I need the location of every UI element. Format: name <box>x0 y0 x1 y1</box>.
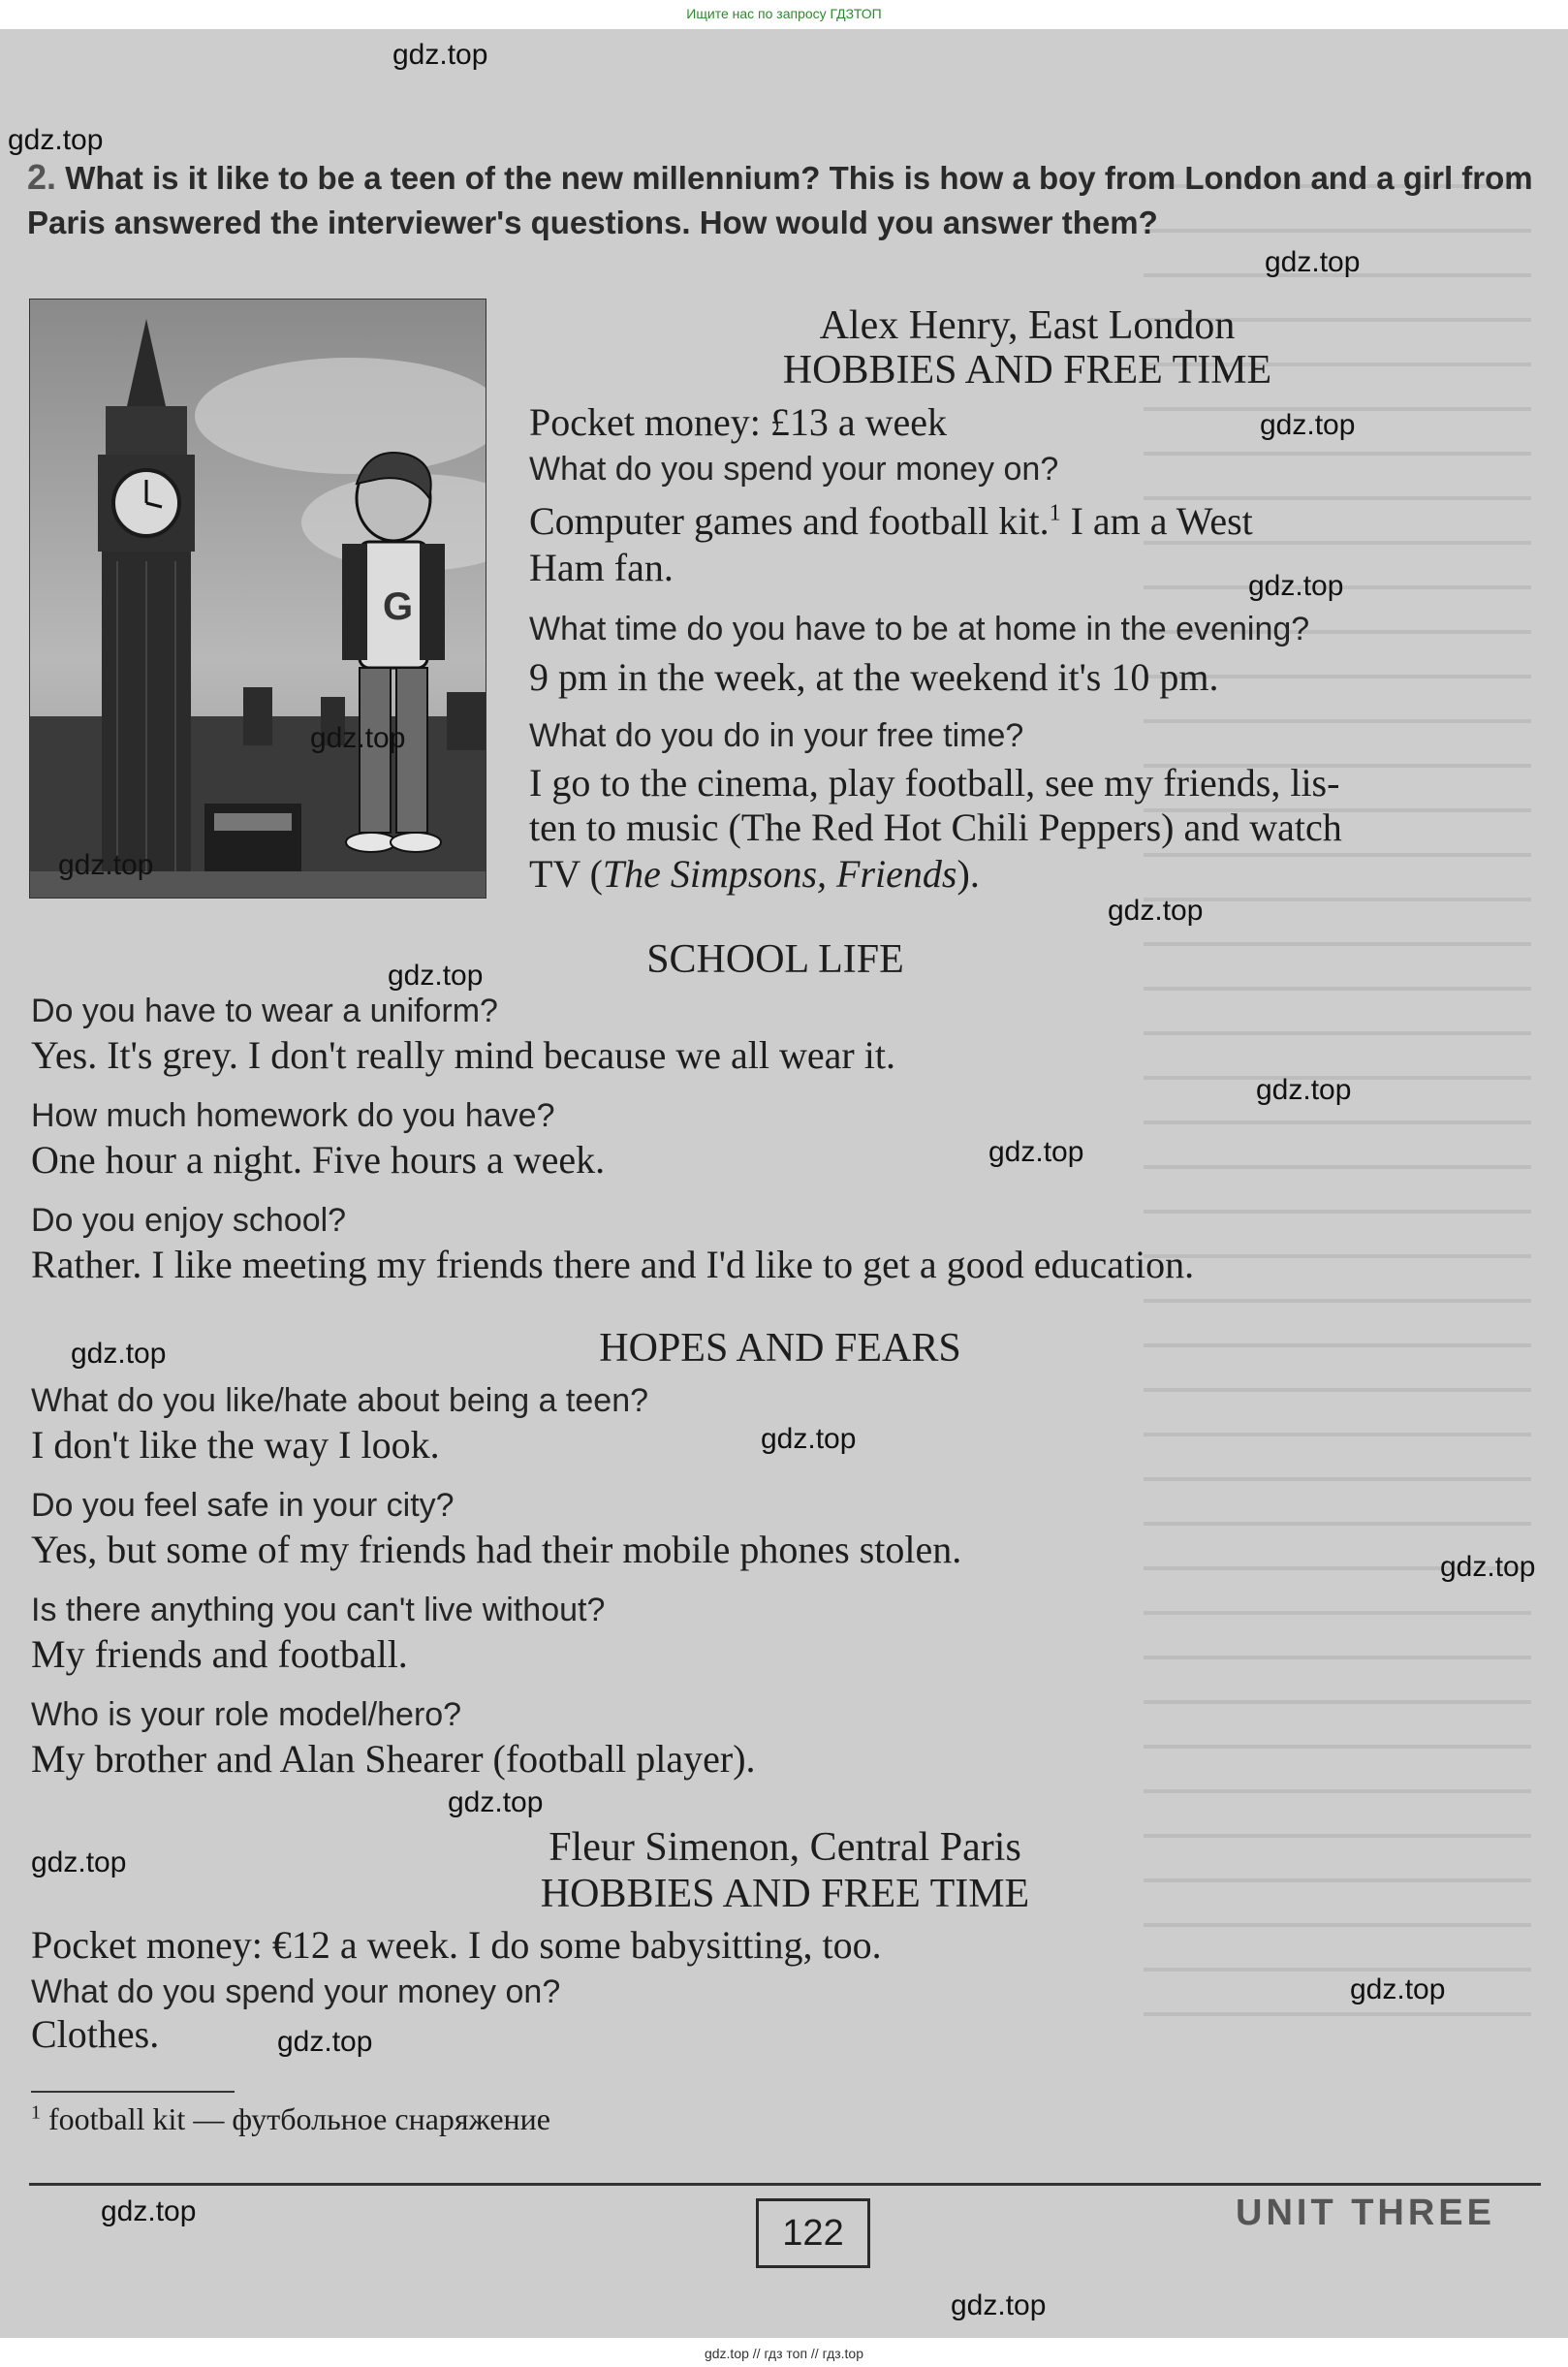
watermark: gdz.top <box>951 2289 1047 2321</box>
watermark: gdz.top <box>1350 1973 1446 2005</box>
footnote-rule <box>31 2091 235 2093</box>
alex-a3-pre: TV ( <box>529 852 603 896</box>
watermark: gdz.top <box>388 960 484 992</box>
fleur-hobbies-heading: HOBBIES AND FREE TIME <box>540 1872 1030 1916</box>
watermark: gdz.top <box>101 2195 197 2227</box>
watermark: gdz.top <box>448 1786 544 1818</box>
watermark: gdz.top <box>277 2026 373 2058</box>
alex-a3-post: ). <box>956 852 980 896</box>
watermark: gdz.top <box>1265 246 1361 278</box>
watermark: gdz.top <box>1248 570 1344 602</box>
big-ben-illustration <box>30 300 486 898</box>
top-banner <box>0 0 1568 29</box>
school-life-heading: SCHOOL LIFE <box>646 937 904 982</box>
footnote-number: 1 <box>31 2101 41 2124</box>
alex-a2: 9 pm in the week, at the weekend it's 10 pm. <box>529 655 1219 699</box>
hopes-q1: What do you like/hate about being a teen? <box>31 1382 649 1419</box>
watermark: gdz.top <box>8 124 104 156</box>
alex-a3-line3 <box>529 851 980 897</box>
watermark: gdz.top <box>392 39 488 71</box>
hopes-a1: I don't like the way I look. <box>31 1423 440 1467</box>
school-q3: Do you enjoy school? <box>31 1202 347 1239</box>
hopes-q3: Is there anything you can't live without? <box>31 1592 606 1628</box>
watermark: gdz.top <box>1260 409 1356 441</box>
alex-hobbies-heading: HOBBIES AND FREE TIME <box>782 348 1272 393</box>
footnote-marker: 1 <box>1049 500 1061 526</box>
tv-shows: The Simpsons, Friends <box>602 852 957 896</box>
alex-q2: What time do you have to be at home in the evening? <box>529 611 1310 647</box>
fleur-name: Fleur Simenon, Central Paris <box>549 1825 1021 1870</box>
task-instructions <box>27 155 1539 245</box>
task-text: What is it like to be a teen of the new millennium? This is how a boy from London and a girl from Paris answered the interviewer's questions. How would you answer them? <box>27 160 1533 240</box>
footnote <box>31 2101 550 2137</box>
watermark: gdz.top <box>1256 1074 1352 1106</box>
page-number: 122 <box>756 2198 870 2268</box>
fleur-q1: What do you spend your money on? <box>31 1973 561 2010</box>
hopes-a2: Yes, but some of my friends had their mobile phones stolen. <box>31 1528 962 1571</box>
alex-a1-text: Computer games and football kit. <box>529 499 1050 543</box>
fleur-pocket-money: Pocket money: €12 a week. I do some babysitting, too. <box>31 1923 882 1967</box>
footnote-translation: — футбольное снаряжение <box>185 2101 550 2136</box>
bottom-banner-text: gdz.top // гдз топ // гдз.top <box>704 2346 864 2361</box>
alex-a1-line1 <box>529 498 1525 544</box>
hopes-q4: Who is your role model/hero? <box>31 1696 462 1733</box>
alex-a3-line2: ten to music (The Red Hot Chili Peppers) and watch <box>529 805 1342 849</box>
watermark: gdz.top <box>1440 1551 1536 1583</box>
school-a3: Rather. I like meeting my friends there and I'd like to get a good education. <box>31 1243 1195 1286</box>
alex-a1-text-b: I am a West <box>1060 499 1253 543</box>
alex-pocket-money: Pocket money: £13 a week <box>529 400 947 444</box>
school-a1: Yes. It's grey. I don't really mind because we all wear it. <box>31 1033 895 1077</box>
alex-q1: What do you spend your money on? <box>529 451 1059 488</box>
watermark: gdz.top <box>310 722 406 754</box>
watermark: gdz.top <box>761 1423 857 1455</box>
footer-rule <box>29 2183 1541 2186</box>
watermark: gdz.top <box>58 849 154 881</box>
top-banner-text: Ищите нас по запросу ГДЗТОП <box>686 6 882 21</box>
hopes-a3: My friends and football. <box>31 1632 408 1676</box>
big-ben-photo <box>29 299 486 899</box>
school-a2: One hour a night. Five hours a week. <box>31 1138 606 1182</box>
school-q1: Do you have to wear a uniform? <box>31 993 498 1029</box>
hopes-a4: My brother and Alan Shearer (football player). <box>31 1737 756 1781</box>
watermark: gdz.top <box>71 1338 167 1370</box>
alex-a3-line1: I go to the cinema, play football, see my friends, lis- <box>529 761 1340 805</box>
alex-a1-line2: Ham fan. <box>529 546 674 589</box>
svg-text:G: G <box>383 585 414 628</box>
hopes-q2: Do you feel safe in your city? <box>31 1487 455 1524</box>
bottom-banner <box>0 2338 1568 2367</box>
task-number: 2. <box>27 157 57 197</box>
fleur-a1: Clothes. <box>31 2012 160 2056</box>
footnote-term: football kit <box>48 2101 186 2136</box>
watermark: gdz.top <box>1108 895 1204 927</box>
unit-label: UNIT THREE <box>1236 2193 1495 2233</box>
hopes-fears-heading: HOPES AND FEARS <box>599 1326 961 1371</box>
alex-name: Alex Henry, East London <box>819 303 1236 348</box>
school-q2: How much homework do you have? <box>31 1097 555 1134</box>
watermark: gdz.top <box>31 1846 127 1878</box>
watermark: gdz.top <box>988 1136 1084 1168</box>
alex-q3: What do you do in your free time? <box>529 717 1024 754</box>
